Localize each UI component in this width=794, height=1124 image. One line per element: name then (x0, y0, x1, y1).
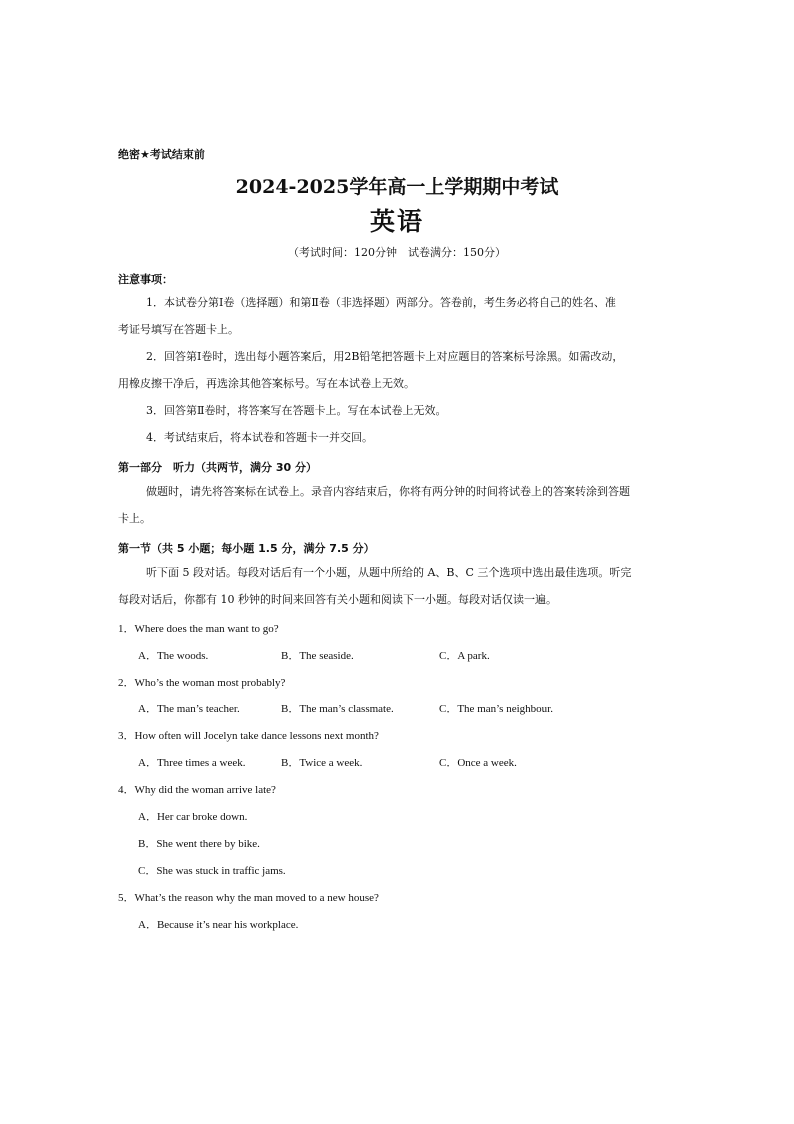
question-1-option-a: A．The woods. (138, 650, 209, 662)
question-1-option-b: B．The seaside. (281, 650, 354, 662)
question-1-option-c: C．A park. (439, 650, 490, 662)
section1-intro-line2: 每段对话后，你都有 10 秒钟的时间来回答有关小题和阅读下一小题。每段对话仅读一遍。 (118, 593, 557, 606)
question-5-option-a: A．Because it’s near his workplace. (138, 919, 299, 931)
section1-heading: 第一节（共 5 小题；每小题 1.5 分，满分 7.5 分） (118, 542, 375, 555)
question-3-option-a: A．Three times a week. (138, 757, 246, 769)
secret-label: 绝密★考试结束前 (118, 148, 205, 161)
part1-intro-line1: 做题时，请先将答案标在试卷上。录音内容结束后，你将有两分钟的时间将试卷上的答案转涂到答题 (146, 485, 630, 498)
section1-intro-line1: 听下面 5 段对话。每段对话后有一个小题，从题中所给的 A、B、C 三个选项中选出最佳选项。听完 (146, 566, 632, 579)
question-3-option-b: B．Twice a week. (281, 757, 363, 769)
exam-meta: （考试时间：120分钟 试卷满分：150分） (288, 246, 506, 259)
note-2-line1: 2．回答第Ⅰ卷时，选出每小题答案后，用2B铅笔把答题卡上对应题目的答案标号涂黑。如需改动， (146, 350, 624, 363)
question-1: 1．Where does the man want to go? (118, 623, 279, 635)
question-3: 3．How often will Jocelyn take dance lessons next month? (118, 730, 379, 742)
question-4-option-c: C．She was stuck in traffic jams. (138, 865, 286, 877)
note-1-line1: 1．本试卷分第Ⅰ卷（选择题）和第Ⅱ卷（非选择题）两部分。答卷前，考生务必将自己的姓名、准 (146, 296, 616, 309)
note-4-line1: 4．考试结束后，将本试卷和答题卡一并交回。 (146, 431, 373, 444)
question-2-option-b: B．The man’s classmate. (281, 703, 394, 715)
subject-title: 英语 (369, 207, 424, 236)
question-4: 4．Why did the woman arrive late? (118, 784, 276, 796)
question-4-option-b: B．She went there by bike. (138, 838, 260, 850)
part1-intro-line2: 卡上。 (118, 512, 151, 525)
part1-heading: 第一部分 听力（共两节，满分 30 分） (118, 461, 317, 474)
question-2-option-a: A．The man’s teacher. (138, 703, 240, 715)
note-1-line2: 考证号填写在答题卡上。 (118, 323, 239, 336)
exam-title: 2024-2025学年高一上学期期中考试 (235, 176, 559, 198)
notes-heading: 注意事项： (118, 273, 173, 286)
question-5: 5．What’s the reason why the man moved to a new house? (118, 892, 379, 904)
note-3-line1: 3．回答第Ⅱ卷时，将答案写在答题卡上。写在本试卷上无效。 (146, 404, 447, 417)
note-2-line2: 用橡皮擦干净后，再选涂其他答案标号。写在本试卷上无效。 (118, 377, 415, 390)
question-2-option-c: C．The man’s neighbour. (439, 703, 553, 715)
question-2: 2．Who’s the woman most probably? (118, 677, 286, 689)
question-4-option-a: A．Her car broke down. (138, 811, 248, 823)
question-3-option-c: C．Once a week. (439, 757, 517, 769)
